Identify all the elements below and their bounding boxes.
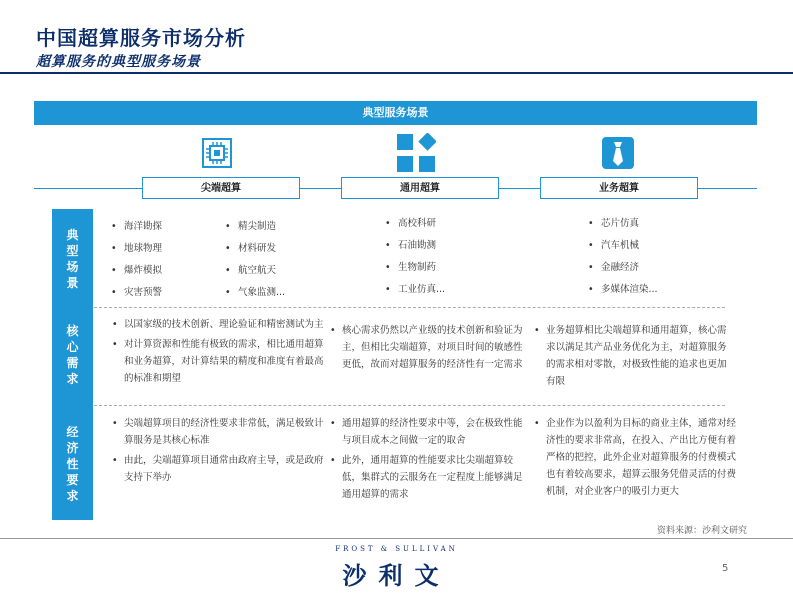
core-needs-col3 [532, 322, 732, 393]
scenario-item: • 石油勘测 [382, 235, 502, 257]
scenario-list-col1-left [108, 216, 208, 304]
economy-item: • 企业作为以盈利为目标的商业主体，通常对经济性的要求非常高，在投入、产出比方便有着严格的把控，此外企业对超算服务的付费模式也有着较高要求，超算云服务凭借灵活的付费机制，对企业客户的吸引力更大 [532, 415, 736, 500]
scenario-item: • 芯片仿真 [585, 213, 705, 235]
scenario-item: • 精尖制造 [222, 216, 332, 238]
brand-english: FROST & SULLIVAN [335, 545, 458, 553]
scenario-list-col3 [585, 213, 705, 301]
economy-col2 [328, 415, 528, 506]
scenario-item: • 汽车机械 [585, 235, 705, 257]
scenario-item: • 金融经济 [585, 257, 705, 279]
section-banner: 典型服务场景 [34, 101, 757, 125]
scenario-item: • 灾害预警 [108, 282, 208, 304]
source-note: 资料来源：沙利文研究 [656, 526, 747, 536]
core-needs-col2 [328, 322, 528, 376]
economy-item: • 尖端超算项目的经济性要求非常低，满足极致计算服务是其核心标准 [110, 415, 324, 449]
page-title: 中国超算服务市场分析 [36, 26, 246, 50]
economy-item: • 通用超算的经济性要求中等，会在极致性能与项目成本之间做一定的取舍 [328, 415, 528, 449]
grid-diamond-icon [396, 133, 436, 173]
core-need-item: • 核心需求仍然以产业级的技术创新和验证为主，但相比尖端超算，对项目时间的敏感性更低，故而对超算服务的经济性有一定需求 [328, 322, 528, 373]
row-label-economy-text: 经济性要求 [66, 425, 79, 503]
scenario-item: • 爆炸模拟 [108, 260, 208, 282]
row-label-core-needs [52, 323, 93, 387]
core-need-item: • 业务超算相比尖端超算和通用超算，核心需求以满足其产品业务优化为主，对超算服务的需求相对零散，对极致性能的追求也更加有限 [532, 322, 732, 390]
scenario-item: • 地球物理 [108, 238, 208, 260]
row-divider [94, 307, 725, 308]
tie-icon [598, 133, 638, 173]
category-box-general: 通用超算 [341, 177, 499, 199]
economy-item: • 此外，通用超算的性能要求比尖端超算较低，集群式的云服务在一定程度上能够满足通用超算的需求 [328, 452, 528, 503]
economy-item: • 由此，尖端超算项目通常由政府主导，或是政府支持下举办 [110, 452, 324, 486]
scenario-item: • 航空航天 [222, 260, 332, 282]
scenario-item: • 工业仿真... [382, 279, 502, 301]
row-label-scenarios-text: 典型场景 [66, 228, 79, 290]
core-need-item: • 对计算资源和性能有极致的需求，相比通用超算和业务超算，对计算结果的精度和准度有着最高的标准和期望 [110, 336, 324, 387]
title-rule [0, 72, 793, 74]
economy-col1 [110, 415, 324, 489]
scenario-list-col2 [382, 213, 502, 301]
core-needs-col1 [110, 316, 324, 390]
scenario-item: • 高校科研 [382, 213, 502, 235]
row-label-core-needs-text: 核心需求 [66, 324, 79, 386]
page-number: 5 [722, 563, 729, 574]
scenario-item: • 海洋勘探 [108, 216, 208, 238]
row-divider [94, 405, 725, 406]
row-label-economy [52, 424, 93, 504]
row-label-scenarios [52, 227, 93, 291]
scenario-list-col1-right [222, 216, 332, 304]
brand-logo: 沙利文 [342, 562, 451, 590]
category-box-cutting-edge: 尖端超算 [142, 177, 300, 199]
scenario-item: • 气象监测... [222, 282, 332, 304]
footer-rule [0, 538, 793, 539]
scenario-item: • 材料研发 [222, 238, 332, 260]
scenario-item: • 生物制药 [382, 257, 502, 279]
economy-col3 [532, 415, 736, 503]
core-need-item: • 以国家级的技术创新、理论验证和精密测试为主 [110, 316, 324, 333]
category-box-business: 业务超算 [540, 177, 698, 199]
page-subtitle: 超算服务的典型服务场景 [36, 54, 201, 70]
scenario-item: • 多媒体渲染... [585, 279, 705, 301]
chip-icon [197, 133, 237, 173]
